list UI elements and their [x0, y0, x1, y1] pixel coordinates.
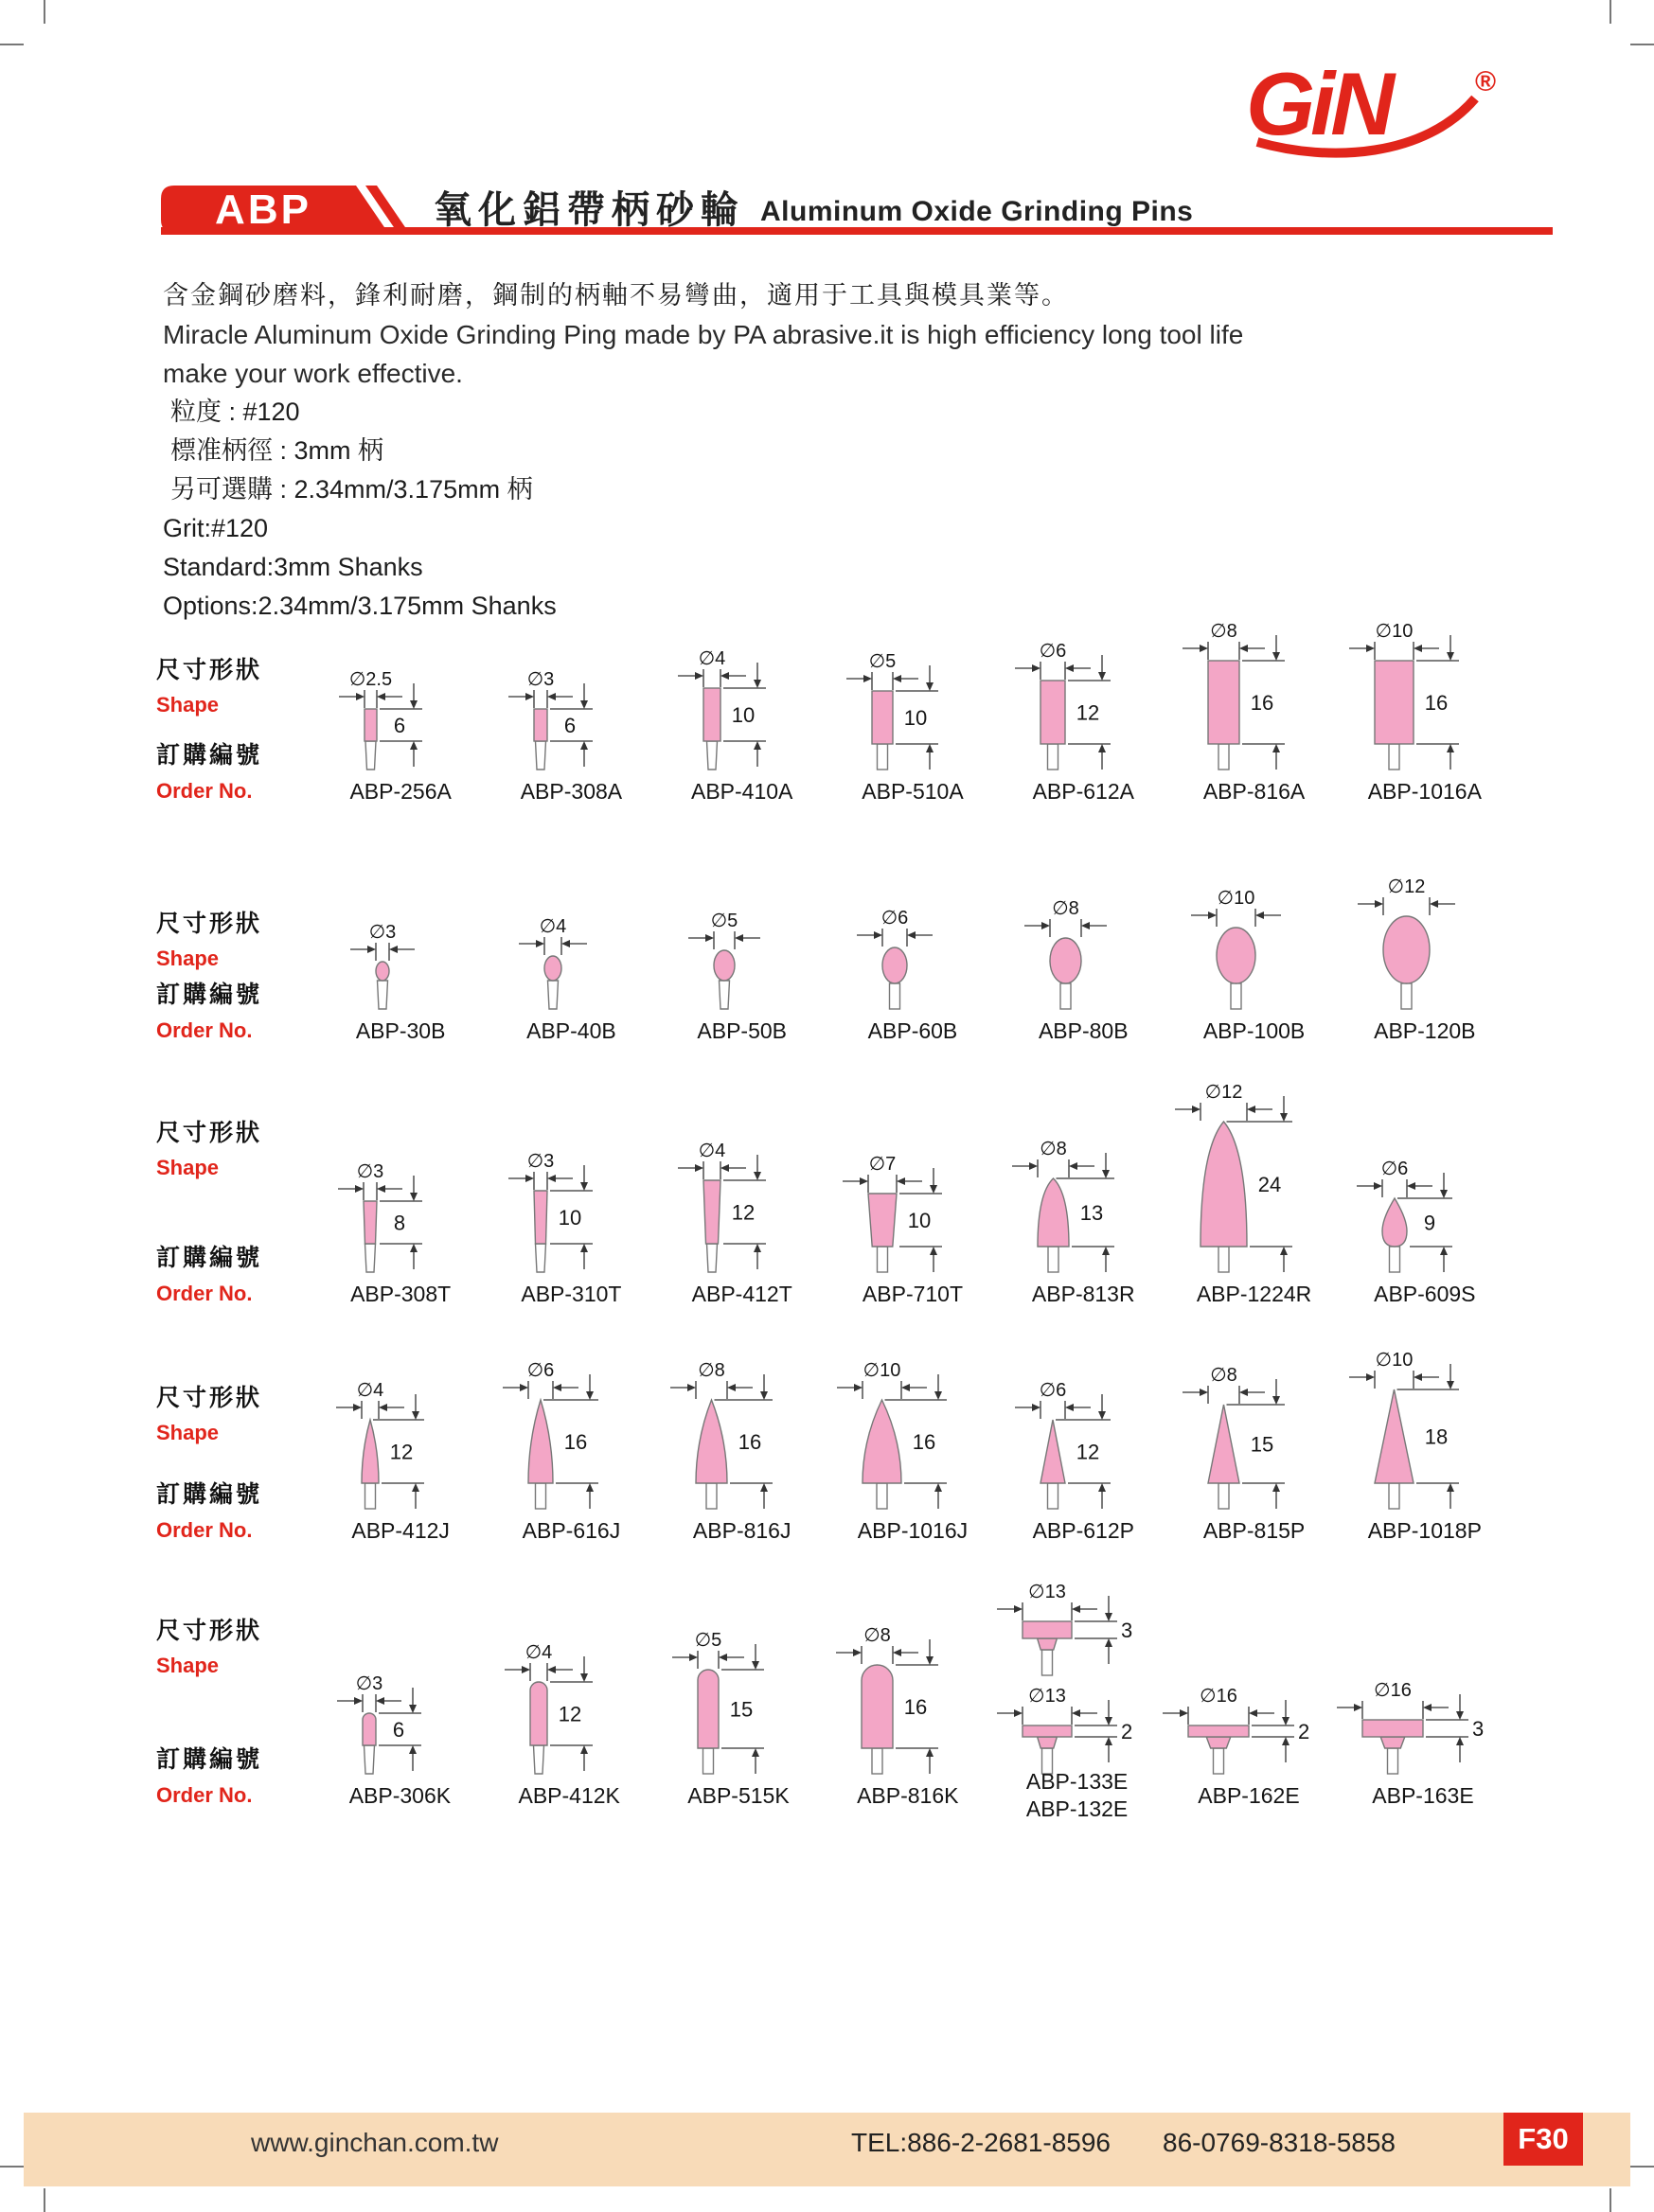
crop-mark	[44, 2188, 45, 2212]
telephone-numbers	[851, 2128, 1396, 2158]
shape-figures	[677, 1076, 808, 1277]
svg-text:∅6: ∅6	[880, 908, 909, 929]
shape-figures	[1014, 1341, 1152, 1513]
shape-figures	[507, 1076, 634, 1277]
svg-text:12: 12	[558, 1702, 582, 1726]
svg-text:∅3: ∅3	[527, 1151, 555, 1172]
shape-figures	[835, 1574, 980, 1778]
pin-diagram	[687, 911, 776, 1014]
product-cell	[992, 1574, 1162, 1821]
spec-line-shank-en: Standard:3mm Shanks	[163, 553, 423, 581]
svg-text:16: 16	[738, 1430, 762, 1454]
product-cell	[486, 1076, 656, 1311]
svg-text:12: 12	[1076, 1440, 1100, 1464]
pin-diagram	[518, 916, 603, 1014]
pin-diagram	[996, 1686, 1138, 1778]
row-items	[315, 613, 1510, 808]
order-number: ABP-60B	[867, 1018, 958, 1043]
order-number: ABP-308T	[350, 1281, 452, 1306]
badge-label: ABP	[215, 186, 311, 233]
svg-text:∅3: ∅3	[368, 922, 397, 943]
row-items	[315, 867, 1510, 1048]
abp-badge	[161, 186, 409, 233]
order-number: ABP-310T	[521, 1281, 622, 1306]
product-cell	[998, 613, 1168, 808]
pin-diagram	[671, 1630, 785, 1778]
shape-figures	[518, 867, 624, 1014]
pin-diagram	[1162, 1686, 1315, 1778]
shape-figures	[669, 1341, 814, 1513]
pin-diagram	[836, 1360, 968, 1513]
svg-text:12: 12	[389, 1440, 414, 1464]
svg-text:∅10: ∅10	[1375, 621, 1414, 642]
order-number: ABP-1018P	[1367, 1517, 1482, 1543]
order-number: ABP-1016J	[857, 1517, 969, 1543]
svg-text:∅8: ∅8	[1039, 1139, 1067, 1159]
svg-text:12: 12	[1076, 700, 1100, 725]
pin-diagram	[1182, 1365, 1306, 1513]
order-number: ABP-133E ABP-132E	[1025, 1769, 1129, 1821]
svg-text:∅13: ∅13	[1027, 1582, 1066, 1602]
order-number: ABP-815P	[1202, 1517, 1306, 1543]
order-number: ABP-813R	[1031, 1281, 1135, 1306]
shape-figures	[842, 1076, 984, 1277]
pin-diagram	[677, 648, 787, 774]
product-cell	[998, 1076, 1168, 1311]
pin-diagram	[504, 1642, 614, 1778]
product-cell	[1168, 1341, 1339, 1548]
pin-diagram	[1348, 621, 1480, 774]
svg-text:∅6: ∅6	[527, 1360, 555, 1381]
order-number: ABP-306K	[348, 1782, 452, 1808]
order-label-en: Order No.	[156, 1018, 253, 1042]
product-cell	[486, 1341, 656, 1548]
order-number: ABP-816J	[692, 1517, 791, 1543]
product-cell	[486, 613, 656, 808]
svg-text:∅6: ∅6	[1039, 641, 1067, 662]
svg-text:16: 16	[1425, 691, 1449, 715]
product-row	[156, 867, 1510, 1048]
product-cell	[1340, 1341, 1510, 1548]
shape-figures	[336, 1574, 463, 1778]
shape-figures	[856, 867, 969, 1014]
row-labels	[156, 1574, 315, 1813]
svg-text:∅6: ∅6	[1039, 1380, 1067, 1401]
order-number: ABP-710T	[862, 1281, 964, 1306]
svg-text:∅3: ∅3	[356, 1673, 383, 1694]
pin-diagram	[1182, 621, 1306, 774]
description-line: Miracle Aluminum Oxide Grinding Ping made by PA abrasive.it is high efficiency long tool life	[163, 320, 1244, 349]
product-cell	[1168, 1076, 1339, 1311]
spec-line-shank-zh: 標准柄徑 : 3mm 柄	[170, 436, 384, 465]
shape-figures	[845, 613, 980, 774]
product-cell	[823, 1574, 992, 1813]
crop-mark	[1610, 2188, 1611, 2212]
crop-mark	[0, 44, 24, 45]
svg-text:10: 10	[903, 706, 928, 730]
row-items	[315, 1076, 1510, 1311]
shape-figures	[349, 867, 452, 1014]
shape-label-zh: 尺寸形狀	[156, 1120, 263, 1146]
product-cell	[315, 613, 486, 808]
shape-figures	[1011, 1076, 1156, 1277]
crop-mark	[0, 2166, 24, 2168]
shape-figures	[502, 1341, 640, 1513]
product-cell	[827, 1341, 998, 1548]
shape-figures	[1174, 1076, 1334, 1277]
order-number: ABP-515K	[687, 1782, 790, 1808]
pin-diagram	[845, 651, 959, 774]
svg-text:∅10: ∅10	[1217, 888, 1255, 909]
row-labels	[156, 867, 315, 1048]
row-labels	[156, 1341, 315, 1548]
product-cell	[654, 1574, 824, 1813]
spec-line-grit-en: Grit:#120	[163, 514, 269, 542]
svg-text:∅5: ∅5	[710, 911, 738, 931]
svg-text:24: 24	[1257, 1173, 1282, 1196]
product-cell	[1340, 867, 1510, 1048]
order-label-en: Order No.	[156, 1282, 253, 1305]
order-number: ABP-412J	[351, 1517, 450, 1543]
svg-text:3: 3	[1471, 1717, 1485, 1741]
shape-figures	[1356, 1076, 1494, 1277]
shape-label-en: Shape	[156, 1421, 220, 1444]
shape-figures	[1348, 613, 1501, 774]
pin-diagram	[1356, 1159, 1473, 1277]
product-row	[156, 1574, 1510, 1821]
shape-label-en: Shape	[156, 1654, 220, 1677]
svg-text:18: 18	[1425, 1425, 1449, 1449]
svg-text:2: 2	[1297, 1720, 1310, 1743]
row-labels	[156, 613, 315, 808]
order-number: ABP-816A	[1202, 778, 1306, 804]
product-cell	[827, 867, 998, 1048]
svg-text:6: 6	[564, 714, 577, 737]
logo-text: GiN	[1246, 54, 1391, 153]
svg-text:∅8: ∅8	[698, 1360, 725, 1381]
pin-diagram	[996, 1582, 1138, 1680]
shape-figures	[1182, 613, 1326, 774]
registered-mark-icon: ®	[1475, 66, 1497, 97]
order-number: ABP-616J	[522, 1517, 621, 1543]
pin-diagram	[1357, 876, 1471, 1014]
svg-text:∅7: ∅7	[868, 1154, 897, 1175]
svg-text:∅8: ∅8	[1051, 898, 1079, 919]
svg-text:∅6: ∅6	[1380, 1159, 1409, 1179]
order-label-zh: 訂購編號	[156, 1481, 263, 1508]
shape-figures	[1162, 1574, 1336, 1778]
shape-figures	[335, 1341, 466, 1513]
crop-mark	[1630, 44, 1654, 45]
svg-text:10: 10	[559, 1206, 582, 1230]
website-url: www.ginchan.com.tw	[251, 2128, 499, 2157]
order-label-zh: 訂購編號	[156, 742, 263, 769]
shape-figures	[687, 867, 797, 1014]
crop-mark	[1610, 0, 1611, 24]
order-label-zh: 訂購編號	[156, 1245, 263, 1271]
svg-text:∅5: ∅5	[868, 651, 897, 672]
pin-diagram	[349, 922, 431, 1014]
svg-text:∅3: ∅3	[527, 669, 555, 690]
shape-figures	[1014, 613, 1152, 774]
order-number: ABP-80B	[1038, 1018, 1129, 1043]
svg-text:12: 12	[731, 1200, 755, 1225]
order-label-en: Order No.	[156, 1783, 253, 1807]
svg-text:∅10: ∅10	[1375, 1350, 1414, 1371]
product-cell	[827, 1076, 998, 1311]
product-cell	[1336, 1574, 1510, 1813]
svg-text:16: 16	[913, 1430, 936, 1454]
svg-text:6: 6	[393, 714, 405, 737]
order-number: ABP-308A	[520, 778, 623, 804]
pin-diagram	[1014, 641, 1131, 774]
svg-text:∅16: ∅16	[1374, 1680, 1412, 1701]
product-rows	[156, 613, 1510, 1821]
svg-text:15: 15	[1250, 1432, 1274, 1457]
shape-figures	[671, 1574, 806, 1778]
shape-figures	[504, 1574, 634, 1778]
order-number: ABP-609S	[1374, 1281, 1476, 1306]
order-label-zh: 訂購編號	[156, 982, 263, 1008]
page-number-badge: F30	[1503, 2113, 1583, 2166]
order-label-en: Order No.	[156, 1518, 253, 1542]
order-number: ABP-816K	[857, 1782, 959, 1808]
product-cell	[827, 613, 998, 808]
order-number: ABP-100B	[1202, 1018, 1306, 1043]
svg-text:8: 8	[394, 1211, 406, 1235]
pin-diagram	[337, 1161, 443, 1277]
svg-text:∅4: ∅4	[525, 1642, 553, 1663]
order-number: ABP-30B	[355, 1018, 446, 1043]
product-cell	[485, 1574, 654, 1813]
svg-text:10: 10	[731, 703, 755, 727]
shape-figures	[338, 613, 464, 774]
description-line: 含金鋼砂磨料，鋒利耐磨，鋼制的柄軸不易彎曲，適用于工具與模具業等。	[163, 281, 1069, 310]
order-number: ABP-612P	[1032, 1517, 1134, 1543]
svg-text:9: 9	[1423, 1211, 1435, 1235]
product-cell	[657, 1341, 827, 1548]
product-row	[156, 1076, 1510, 1311]
crop-mark	[44, 0, 45, 24]
pin-diagram	[507, 1151, 614, 1277]
pin-diagram	[677, 1141, 787, 1277]
shape-figures	[337, 1076, 464, 1277]
product-cell	[315, 1076, 486, 1311]
product-cell	[1340, 1076, 1510, 1311]
svg-text:∅13: ∅13	[1027, 1686, 1066, 1707]
order-label-zh: 訂購編號	[156, 1746, 263, 1773]
svg-text:2: 2	[1120, 1720, 1132, 1743]
svg-text:∅4: ∅4	[698, 1141, 725, 1161]
shape-label-zh: 尺寸形狀	[156, 1385, 263, 1411]
svg-text:16: 16	[564, 1430, 588, 1454]
product-cell	[1168, 867, 1339, 1048]
shape-figures	[1023, 867, 1144, 1014]
telephone-2: 86-0769-8318-5858	[1163, 2128, 1396, 2157]
pin-diagram	[1336, 1680, 1489, 1778]
shape-figures	[1182, 1341, 1326, 1513]
description-block	[163, 276, 1243, 626]
shape-label-zh: 尺寸形狀	[156, 657, 263, 683]
order-number: ABP-120B	[1374, 1018, 1476, 1043]
row-labels	[156, 1076, 315, 1311]
product-cell	[315, 1341, 486, 1548]
svg-text:∅3: ∅3	[356, 1161, 384, 1182]
footer-bar	[24, 2113, 1630, 2186]
order-number: ABP-412K	[518, 1782, 620, 1808]
shape-figures	[1357, 867, 1492, 1014]
shape-figures	[1336, 1574, 1510, 1778]
pin-diagram	[835, 1625, 959, 1778]
pin-diagram	[507, 669, 614, 774]
product-cell	[657, 867, 827, 1048]
spec-line-grit-zh: 粒度 : #120	[170, 398, 300, 426]
product-cell	[486, 867, 656, 1048]
product-cell	[1340, 613, 1510, 808]
order-number: ABP-1016A	[1367, 778, 1482, 804]
pin-diagram	[338, 669, 443, 774]
shape-figures	[836, 1341, 988, 1513]
product-cell	[1162, 1574, 1336, 1813]
svg-text:∅8: ∅8	[1210, 621, 1237, 642]
svg-text:∅12: ∅12	[1387, 876, 1426, 897]
svg-text:∅4: ∅4	[698, 648, 725, 669]
product-cell	[657, 613, 827, 808]
gin-logo	[1231, 45, 1524, 178]
shape-label-en: Shape	[156, 947, 220, 970]
order-number: ABP-256A	[349, 778, 452, 804]
pin-diagram	[1348, 1350, 1480, 1513]
shape-figures	[1348, 1341, 1501, 1513]
pin-diagram	[336, 1673, 442, 1778]
shape-label-zh: 尺寸形狀	[156, 911, 263, 937]
svg-text:3: 3	[1120, 1619, 1132, 1642]
description-line: make your work effective.	[163, 359, 463, 388]
pin-diagram	[669, 1360, 793, 1513]
row-items	[315, 1341, 1510, 1548]
page-title-en: Aluminum Oxide Grinding Pins	[760, 196, 1194, 227]
pin-diagram	[335, 1380, 445, 1513]
svg-text:∅5: ∅5	[694, 1630, 722, 1651]
order-number: ABP-162E	[1198, 1782, 1300, 1808]
product-cell	[315, 867, 486, 1048]
svg-text:13: 13	[1079, 1201, 1104, 1225]
order-number: ABP-410A	[691, 778, 793, 804]
order-number: ABP-1224R	[1196, 1281, 1312, 1306]
svg-text:15: 15	[729, 1697, 754, 1722]
svg-text:∅8: ∅8	[1210, 1365, 1237, 1386]
svg-text:6: 6	[393, 1718, 405, 1742]
svg-text:∅4: ∅4	[356, 1380, 384, 1401]
svg-text:∅10: ∅10	[863, 1360, 901, 1381]
svg-text:∅4: ∅4	[540, 916, 567, 937]
pin-diagram	[1011, 1139, 1135, 1277]
page-title-zh: 氧化鋁帶柄砂輪	[434, 189, 745, 231]
shape-label-en: Shape	[156, 1156, 220, 1179]
row-items	[315, 1574, 1510, 1821]
order-number: ABP-510A	[862, 778, 964, 804]
pin-diagram	[1023, 898, 1123, 1014]
svg-text:10: 10	[907, 1209, 932, 1232]
pin-diagram	[1014, 1380, 1131, 1513]
order-number: ABP-163E	[1372, 1782, 1474, 1808]
svg-text:16: 16	[904, 1695, 928, 1719]
shape-label-zh: 尺寸形狀	[156, 1618, 263, 1644]
telephone-1: TEL:886-2-2681-8596	[851, 2128, 1112, 2157]
pin-diagram	[842, 1154, 963, 1277]
shape-label-en: Shape	[156, 693, 220, 717]
product-cell	[1168, 613, 1339, 808]
svg-text:∅12: ∅12	[1204, 1082, 1243, 1103]
svg-text:∅16: ∅16	[1200, 1686, 1237, 1707]
pin-diagram	[502, 1360, 619, 1513]
crop-mark	[1630, 2166, 1654, 2168]
pin-diagram	[856, 908, 949, 1014]
shape-figures	[677, 613, 808, 774]
order-number: ABP-412T	[691, 1281, 792, 1306]
order-number: ABP-612A	[1032, 778, 1134, 804]
spec-line-options-zh: 另可選購 : 2.34mm/3.175mm 柄	[170, 475, 533, 504]
product-row	[156, 1341, 1510, 1548]
shape-figures	[1190, 867, 1318, 1014]
svg-text:∅8: ∅8	[863, 1625, 892, 1646]
product-cell	[657, 1076, 827, 1311]
spec-line-options-en: Options:2.34mm/3.175mm Shanks	[163, 592, 557, 620]
product-row	[156, 613, 1510, 808]
pin-diagram	[1174, 1082, 1313, 1277]
order-number: ABP-40B	[526, 1018, 616, 1043]
product-cell	[998, 1341, 1168, 1548]
order-label-en: Order No.	[156, 779, 253, 803]
svg-text:∅2.5: ∅2.5	[348, 669, 392, 690]
page-header	[161, 186, 1193, 233]
pin-diagram	[1190, 888, 1297, 1014]
shape-figures	[996, 1574, 1159, 1778]
product-cell	[998, 867, 1168, 1048]
product-cell	[315, 1574, 485, 1813]
shape-figures	[507, 613, 634, 774]
order-number: ABP-50B	[697, 1018, 787, 1043]
svg-text:16: 16	[1250, 691, 1274, 715]
